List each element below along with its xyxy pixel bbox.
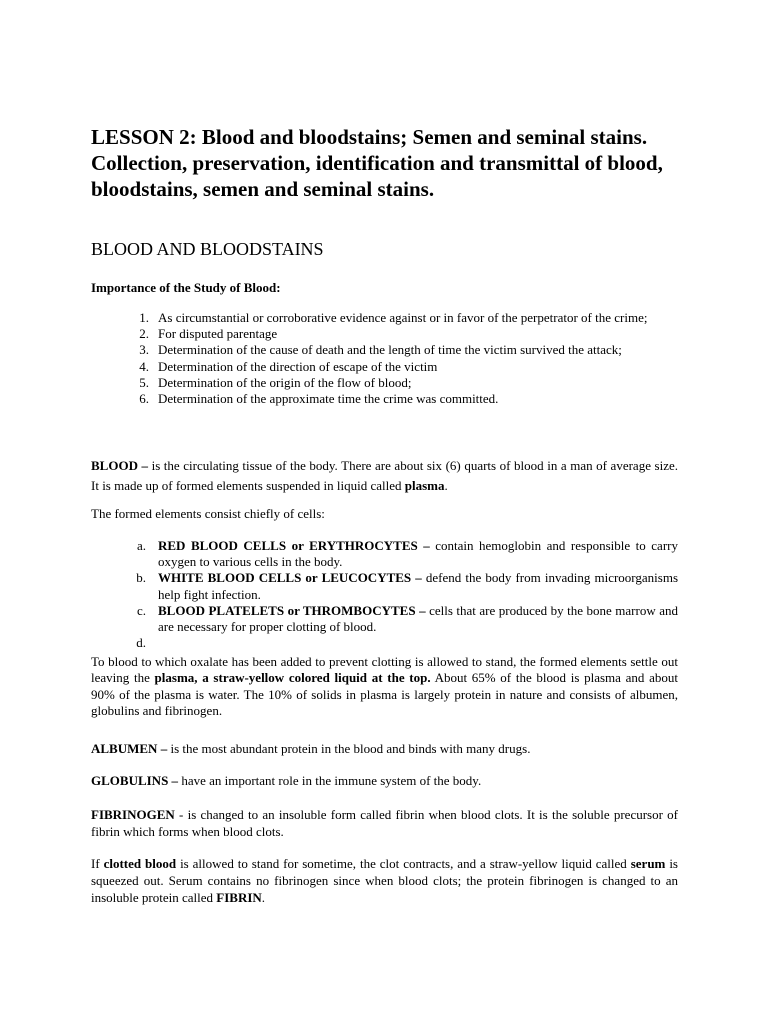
list-item: [139, 310, 678, 326]
list-item-text: Determination of the direction of escape of the victim: [158, 358, 438, 374]
blood-term: BLOOD –: [91, 458, 149, 473]
serum-text-g: .: [261, 890, 266, 905]
importance-list: [139, 310, 678, 407]
list-item-text: As circumstantial or corroborative evidence against or in favor of the perpetrator of the crime;: [158, 310, 648, 325]
list-item: [139, 358, 678, 375]
clotted-blood-term: clotted blood: [103, 856, 177, 871]
list-item: [139, 391, 678, 407]
serum-text-c: is allowed to stand for sometime, the clot contracts, and a straw-yellow liquid called: [176, 856, 631, 871]
albumen-term: ALBUMEN –: [91, 741, 168, 756]
blood-text-a: is the circulating tissue of the body. There are about six (6) quarts of blood in a man of average size. It is made up of formed elements suspended in liquid called: [91, 458, 678, 493]
formed-elements-intro: The formed elements consist chiefly of cells:: [91, 506, 325, 521]
element-text: defend the body from invading microorganisms help fight infection.: [158, 570, 678, 602]
list-number: 6.: [139, 391, 149, 407]
element-term: WHITE BLOOD CELLS or LEUCOCYTES –: [158, 570, 422, 586]
importance-heading: Importance of the Study of Blood:: [91, 280, 281, 295]
list-item: [136, 602, 679, 635]
element-text: cells that are produced by the bone marrow and are necessary for proper clotting of blood.: [158, 602, 679, 635]
list-item: [139, 326, 678, 342]
list-number: 4.: [139, 358, 149, 374]
list-item: [139, 374, 678, 391]
list-letter: a.: [136, 538, 146, 553]
plasma-text-a: To blood to which oxalate has been added to prevent clotting is allowed to stand, the formed elements settle out leaving the: [91, 654, 678, 686]
list-letter: c.: [136, 602, 146, 618]
plasma-term: plasma: [404, 478, 445, 493]
list-letter: b.: [136, 570, 146, 586]
list-letter: d.: [136, 635, 146, 651]
list-item-text: Determination of the approximate time the crime was committed.: [158, 391, 499, 407]
list-item: [136, 570, 678, 602]
fibrin-term: FIBRIN: [216, 890, 262, 905]
list-number: 3.: [139, 342, 149, 358]
fibrinogen-paragraph: [91, 806, 678, 840]
albumen-paragraph: [91, 741, 678, 758]
blood-text-c: .: [444, 478, 448, 493]
list-item-text: Determination of the origin of the flow of blood;: [158, 374, 412, 390]
element-text: contain hemoglobin and responsible to carry oxygen to various cells in the body.: [158, 538, 678, 570]
list-item: [136, 635, 678, 651]
list-item-text: Determination of the cause of death and the length of time the victim survived the attack;: [158, 342, 622, 358]
albumen-text: is the most abundant protein in the blood and binds with many drugs.: [167, 741, 531, 756]
lesson-title: LESSON 2: Blood and bloodstains; Semen and seminal stains. Collection, preservation, identification and transmittal of blood, bloodstains, semen and seminal stains.: [91, 125, 663, 201]
section-heading: BLOOD AND BLOODSTAINS: [91, 239, 324, 259]
formed-elements-list: [136, 538, 679, 651]
serum-term: serum: [630, 856, 666, 871]
list-number: 5.: [139, 374, 149, 390]
serum-text-e: is squeezed out. Serum contains no fibrinogen since when blood clots; the protein fibrinogen is changed to an insoluble protein called: [91, 856, 678, 905]
list-item: [139, 342, 678, 358]
list-number: 2.: [139, 326, 149, 342]
fibrinogen-term: FIBRINOGEN: [91, 807, 175, 822]
list-item-text: For disputed parentage: [158, 326, 278, 342]
globulins-paragraph: [91, 773, 678, 790]
plasma-text-c: About 65% of the blood is plasma and about 90% of the plasma is water. The 10% of solids in plasma is largely protein in nature and consists of albumen, globulins and fibrinogen.: [91, 670, 678, 719]
element-term: BLOOD PLATELETS or THROMBOCYTES –: [158, 602, 426, 618]
serum-paragraph: [91, 855, 678, 906]
globulins-term: GLOBULINS –: [91, 773, 179, 788]
fibrinogen-text: - is changed to an insoluble form called fibrin when blood clots. It is the soluble precursor of fibrin which forms when blood clots.: [91, 807, 678, 839]
plasma-bold: plasma, a straw-yellow colored liquid at the top.: [154, 670, 431, 686]
element-term: RED BLOOD CELLS or ERYTHROCYTES –: [158, 538, 430, 553]
blood-definition: [91, 456, 678, 496]
globulins-text: have an important role in the immune system of the body.: [178, 773, 482, 788]
list-item: [136, 538, 678, 570]
plasma-paragraph: [91, 654, 678, 720]
serum-text-a: If: [91, 856, 104, 871]
list-number: 1.: [139, 310, 149, 325]
